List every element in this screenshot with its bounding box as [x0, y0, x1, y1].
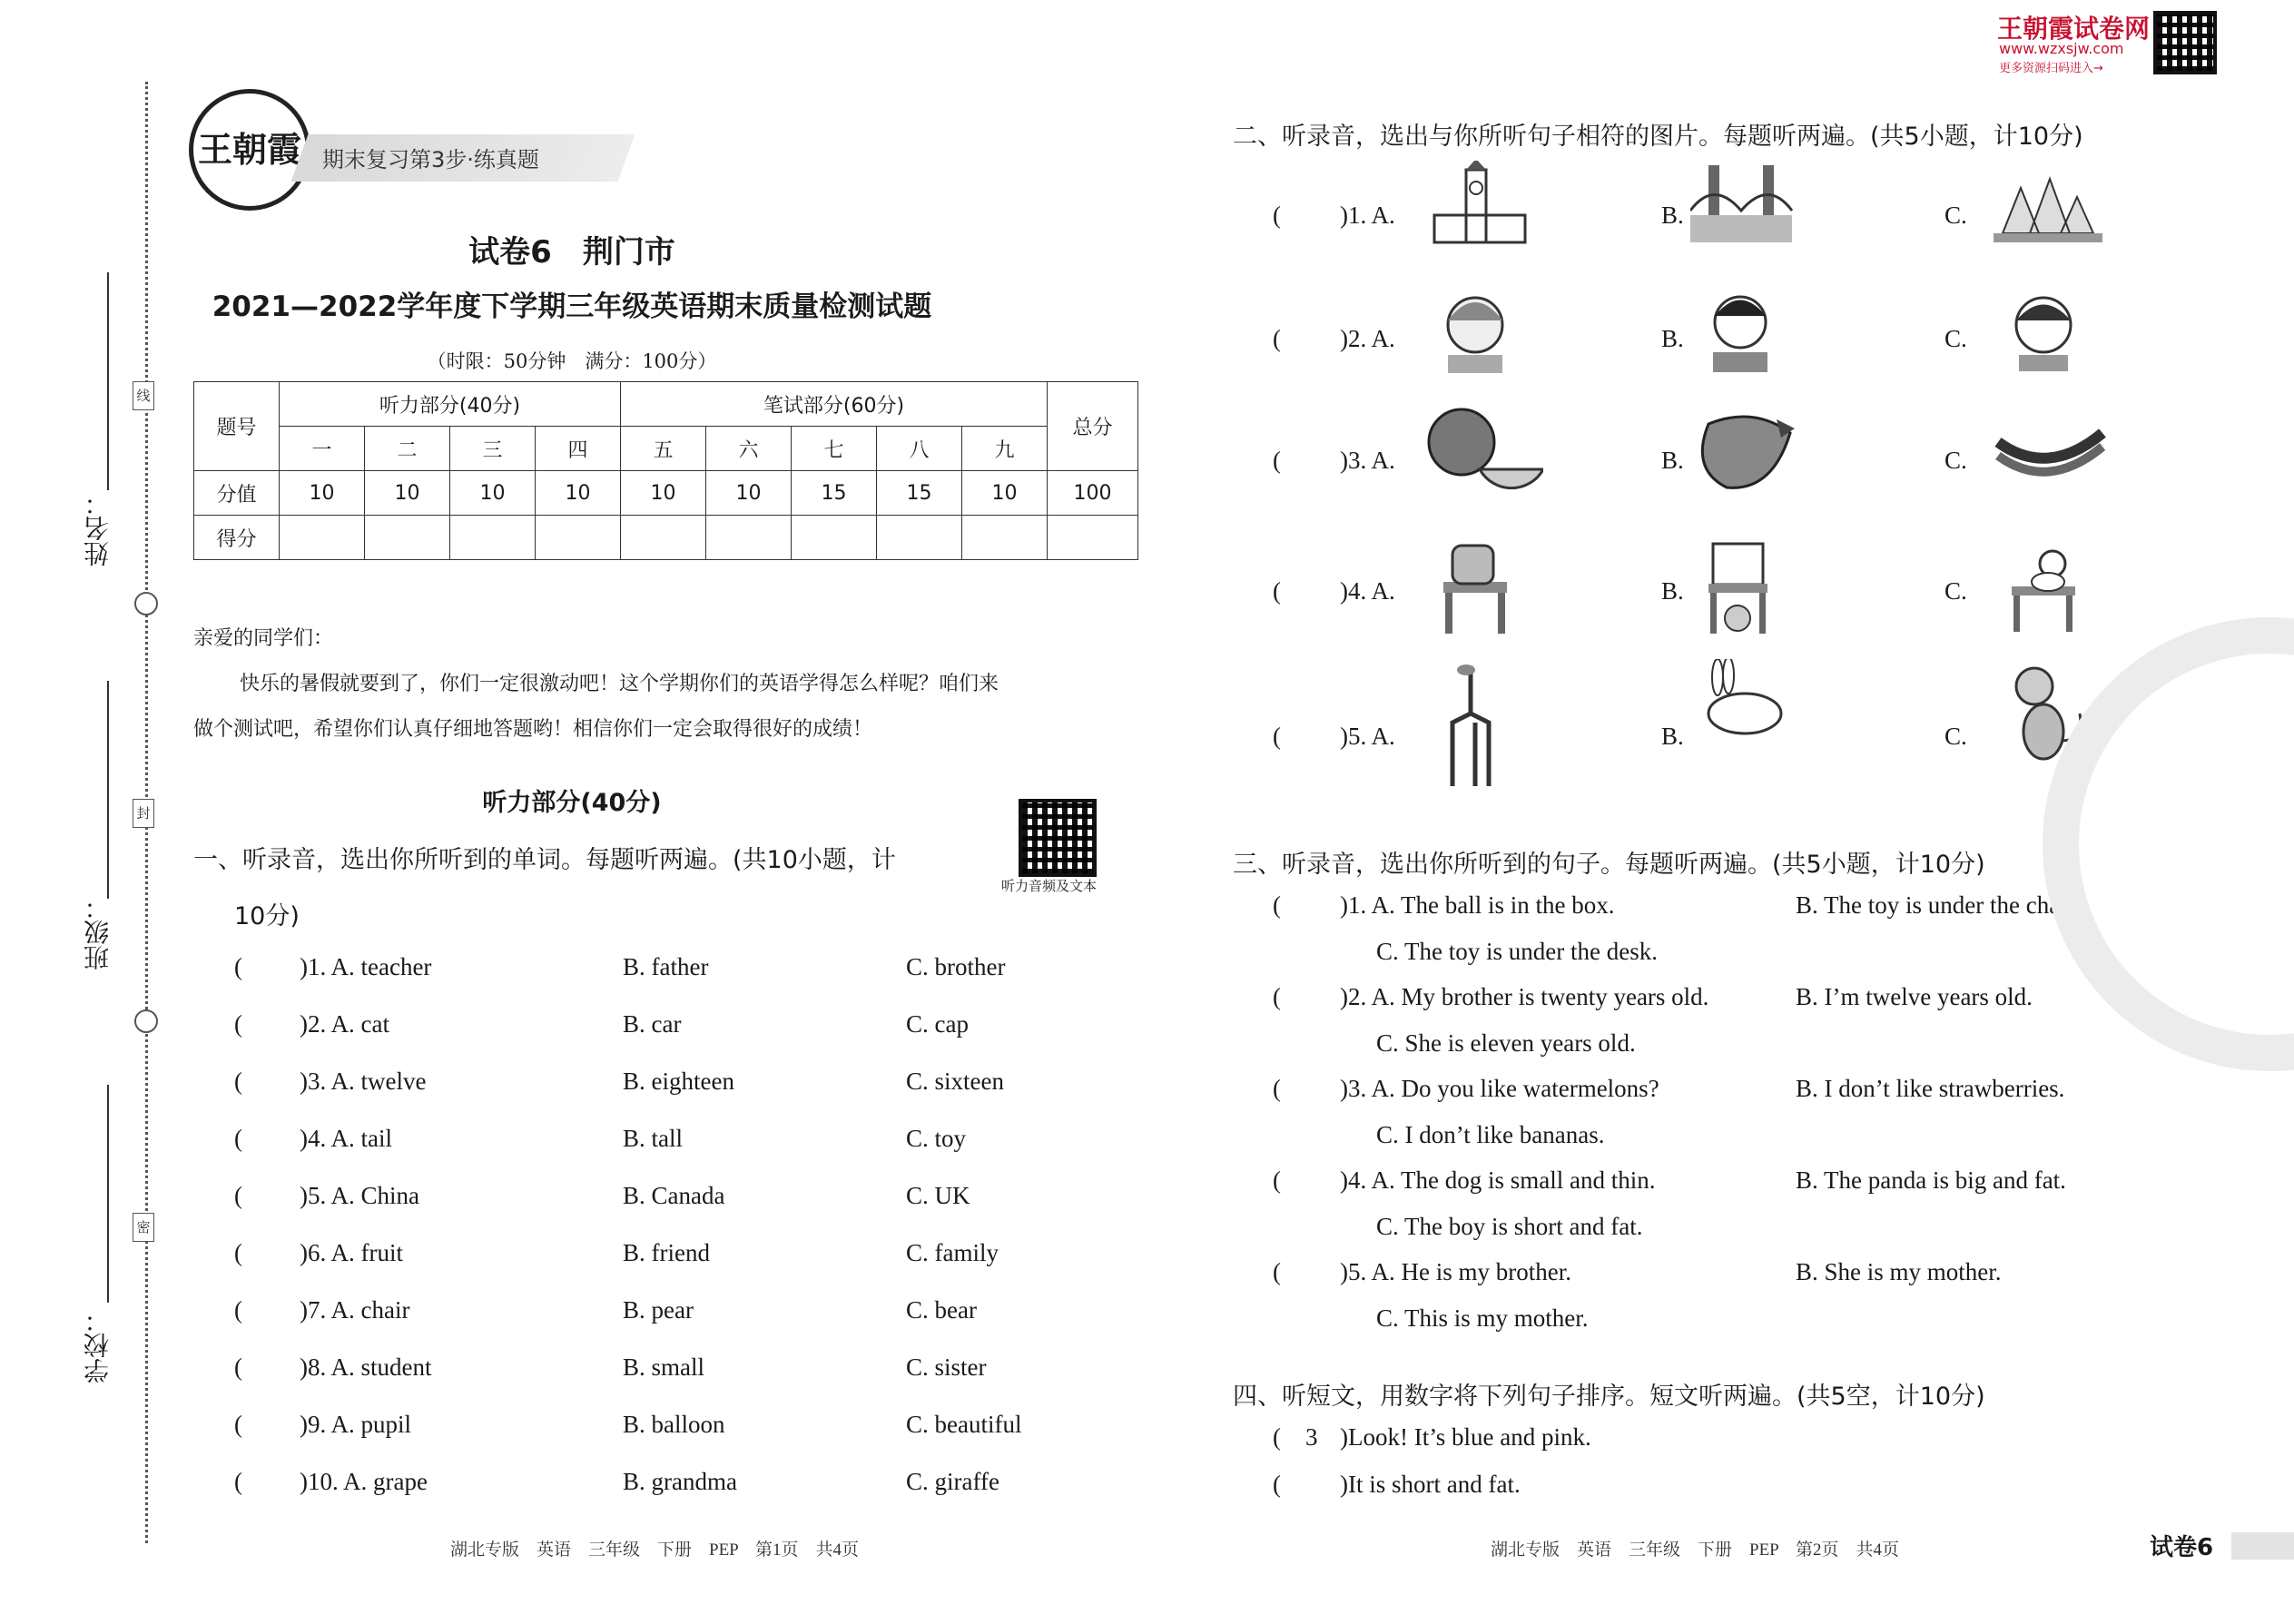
option-c: C. cap: [906, 1010, 969, 1038]
binding-bead: [134, 592, 158, 615]
greeting-salutation: 亲爱的同学们：: [193, 627, 334, 650]
binding-bead: [134, 1009, 158, 1033]
watermelon-icon[interactable]: [1425, 406, 1543, 510]
answer-paren-open[interactable]: (: [234, 1182, 242, 1209]
table-value-label: 分值: [194, 471, 280, 516]
option-a: )3. A. twelve: [300, 1068, 427, 1095]
answer-paren-open[interactable]: (: [1273, 1075, 1281, 1102]
option-a: )10. A. grape: [300, 1468, 428, 1495]
table-cell: 10: [280, 471, 365, 516]
answer-paren-open[interactable]: (: [1273, 891, 1281, 919]
part2-title: 二、听录音，选出与你所听句子相符的图片。每题听两遍。(共5小题，计10分): [1233, 123, 2083, 151]
answer-paren-open[interactable]: (: [234, 1296, 242, 1324]
binding-tag-mi: 密: [133, 1213, 154, 1242]
page-tag: 试卷6: [2150, 1534, 2214, 1561]
answer-paren-open[interactable]: (: [234, 1125, 242, 1152]
brand-subtitle: 更多资源扫码进入→: [1999, 62, 2103, 75]
part1-title: 一、听录音，选出你所听到的单词。每题听两遍。(共10小题，计: [193, 846, 896, 874]
score-input-cell[interactable]: [450, 516, 536, 560]
answer-value[interactable]: 3: [1305, 1423, 1318, 1451]
footer-left: 湖北专版 英语 三年级 下册 PEP 第1页 共4页: [450, 1540, 860, 1560]
qr-caption: 听力音频及文本: [1001, 878, 1098, 894]
review-step-banner: 期末复习第3步·练真题: [322, 147, 539, 172]
brand-name: 王朝霞试卷网: [1997, 14, 2151, 44]
answer-paren-open[interactable]: (: [1273, 983, 1281, 1010]
part3-title: 三、听录音，选出你所听到的句子。每题听两遍。(共5小题，计10分): [1233, 851, 1985, 879]
option-c: C. brother: [906, 953, 1006, 980]
option-c: C. giraffe: [906, 1468, 999, 1495]
score-input-cell[interactable]: [792, 516, 877, 560]
strawberry-icon[interactable]: [1690, 406, 1808, 510]
option-c: C. The boy is short and fat.: [1376, 1213, 1643, 1240]
answer-paren-open[interactable]: (: [234, 1353, 242, 1381]
option-a: )7. A. chair: [300, 1296, 410, 1324]
option-a-label: )3. A.: [1340, 447, 1395, 474]
table-header-listening: 听力部分(40分): [280, 382, 621, 427]
school-underline: [107, 1085, 109, 1303]
name-label: 姓名：: [83, 490, 113, 566]
rabbit-icon[interactable]: [1690, 659, 1808, 795]
option-c-label: C.: [1944, 577, 1967, 605]
man-icon[interactable]: [1690, 284, 1808, 389]
option-a: )6. A. fruit: [300, 1239, 403, 1266]
table-header-total: 总分: [1048, 382, 1138, 471]
option-b: B. I’m twelve years old.: [1796, 983, 2033, 1010]
table-header-writing: 笔试部分(60分): [621, 382, 1048, 427]
old-man-icon[interactable]: [1425, 284, 1543, 389]
giraffe-icon[interactable]: [1425, 659, 1543, 795]
answer-paren-open[interactable]: (: [234, 1468, 242, 1495]
option-b: B. balloon: [623, 1411, 725, 1438]
answer-paren-open[interactable]: (: [1273, 1471, 1281, 1498]
option-c-label: C.: [1944, 325, 1967, 352]
table-col: 五: [621, 427, 706, 471]
table-cell: 10: [962, 471, 1048, 516]
score-table: [193, 381, 1138, 560]
option-b: B. grandma: [623, 1468, 737, 1495]
exam-title: 试卷6 荆门市: [468, 234, 675, 271]
qr-code-icon[interactable]: [1019, 799, 1097, 877]
option-b: B. friend: [623, 1239, 710, 1266]
table-score-label: 得分: [194, 516, 280, 560]
option-c: C. I don’t like bananas.: [1376, 1121, 1605, 1148]
brand-qr-icon[interactable]: [2153, 11, 2217, 74]
table-cell: 100: [1048, 471, 1138, 516]
part4-sentence: )It is short and fat.: [1340, 1471, 1521, 1498]
option-c: C. sister: [906, 1353, 987, 1381]
bridge-icon[interactable]: [1690, 161, 1808, 265]
option-b-label: B.: [1661, 723, 1684, 750]
answer-paren-open[interactable]: (: [1273, 447, 1281, 474]
score-input-cell[interactable]: [536, 516, 621, 560]
brand-url: www.wzxsjw.com: [1999, 40, 2124, 57]
option-b: B. She is my mother.: [1796, 1258, 2002, 1285]
part4-title: 四、听短文，用数字将下列句子排序。短文听两遍。(共5空，计10分): [1233, 1383, 1985, 1411]
answer-paren-open[interactable]: (: [1273, 577, 1281, 605]
table-cell: 10: [706, 471, 792, 516]
option-c-label: C.: [1944, 447, 1967, 474]
table-cell: 10: [365, 471, 450, 516]
table-col: 二: [365, 427, 450, 471]
score-input-cell[interactable]: [1048, 516, 1138, 560]
score-input-cell[interactable]: [962, 516, 1048, 560]
option-c: C. The toy is under the desk.: [1376, 938, 1658, 965]
option-a: )9. A. pupil: [300, 1411, 412, 1438]
part1-title-cont: 10分): [234, 902, 300, 930]
boy-icon[interactable]: [1994, 284, 2112, 389]
option-b: B. car: [623, 1010, 682, 1038]
answer-paren-open[interactable]: (: [1273, 723, 1281, 750]
greeting-line-2: 做个测试吧，希望你们认真仔细地答题哟！相信你们一定会取得很好的成绩！: [193, 718, 873, 741]
option-c: C. family: [906, 1239, 999, 1266]
option-a: )4. A. tail: [300, 1125, 392, 1152]
school-label: 学校：: [83, 1307, 113, 1383]
binding-tag-xian: 线: [133, 381, 154, 410]
table-col: 七: [792, 427, 877, 471]
answer-paren-open[interactable]: (: [1273, 202, 1281, 229]
footer-right: 湖北专版 英语 三年级 下册 PEP 第2页 共4页: [1491, 1540, 1900, 1560]
score-input-cell[interactable]: [365, 516, 450, 560]
table-col: 一: [280, 427, 365, 471]
table-col: 六: [706, 427, 792, 471]
greeting-line-1: 快乐的暑假就要到了，你们一定很激动吧！这个学期你们的英语学得怎么样呢？咱们来: [240, 673, 999, 695]
answer-paren-open[interactable]: (: [234, 1239, 242, 1266]
table-header-no: 题号: [194, 382, 280, 471]
option-b: B. pear: [623, 1296, 694, 1324]
option-a: )4. A. The dog is small and thin.: [1340, 1166, 1656, 1194]
opera-house-icon[interactable]: [1994, 161, 2112, 265]
option-c: C. toy: [906, 1125, 967, 1152]
table-cell: 10: [621, 471, 706, 516]
option-a-label: )5. A.: [1340, 723, 1395, 750]
banana-icon[interactable]: [1994, 406, 2112, 510]
option-a: )1. A. teacher: [300, 953, 432, 980]
answer-paren-open[interactable]: (: [234, 1068, 242, 1095]
table-cell: 10: [450, 471, 536, 516]
option-a-label: )2. A.: [1340, 325, 1395, 352]
option-c: C. beautiful: [906, 1411, 1022, 1438]
table-cell: 10: [536, 471, 621, 516]
answer-paren-open[interactable]: (: [234, 1010, 242, 1038]
answer-paren-open[interactable]: (: [1273, 325, 1281, 352]
option-b-label: B.: [1661, 447, 1684, 474]
option-a: )1. A. The ball is in the box.: [1340, 891, 1615, 919]
cat-on-chair-icon[interactable]: [1994, 536, 2112, 641]
option-a: )2. A. My brother is twenty years old.: [1340, 983, 1709, 1010]
option-c: C. This is my mother.: [1376, 1304, 1589, 1332]
option-b-label: B.: [1661, 325, 1684, 352]
big-ben-icon[interactable]: [1425, 161, 1543, 265]
publisher-logo: 王朝霞: [189, 89, 310, 211]
page-tag-bar: [2231, 1532, 2294, 1560]
table-cell: 15: [877, 471, 962, 516]
ball-under-chair-icon[interactable]: [1690, 536, 1808, 641]
score-input-cell[interactable]: [706, 516, 792, 560]
table-col: 八: [877, 427, 962, 471]
class-label: 班级：: [83, 894, 113, 970]
option-a: )8. A. student: [300, 1353, 432, 1381]
table-col: 三: [450, 427, 536, 471]
option-a-label: )4. A.: [1340, 577, 1395, 605]
score-input-cell[interactable]: [621, 516, 706, 560]
option-a-label: )1. A.: [1340, 202, 1395, 229]
option-a: )2. A. cat: [300, 1010, 389, 1038]
option-c: C. bear: [906, 1296, 977, 1324]
option-b: B. I don’t like strawberries.: [1796, 1075, 2065, 1102]
option-b: B. father: [623, 953, 709, 980]
option-c-label: C.: [1944, 723, 1967, 750]
score-input-cell[interactable]: [280, 516, 365, 560]
option-b: B. The toy is under the chair.: [1796, 891, 2080, 919]
part4-sentence: )Look! It’s blue and pink.: [1340, 1423, 1591, 1451]
option-a: )3. A. Do you like watermelons?: [1340, 1075, 1659, 1102]
score-input-cell[interactable]: [877, 516, 962, 560]
time-limit: （时限：50分钟 满分：100分）: [427, 350, 717, 372]
option-b: B. tall: [623, 1125, 683, 1152]
answer-paren-open[interactable]: (: [234, 1411, 242, 1438]
table-col: 四: [536, 427, 621, 471]
answer-paren-open[interactable]: (: [1273, 1423, 1281, 1451]
option-a: )5. A. He is my brother.: [1340, 1258, 1571, 1285]
answer-paren-open[interactable]: (: [234, 953, 242, 980]
exam-subtitle: 2021—2022学年度下学期三年级英语期末质量检测试题: [212, 290, 932, 323]
option-b-label: B.: [1661, 202, 1684, 229]
option-c: C. She is eleven years old.: [1376, 1029, 1636, 1057]
option-b-label: B.: [1661, 577, 1684, 605]
binding-tag-feng: 封: [133, 799, 154, 828]
option-b: B. small: [623, 1353, 705, 1381]
option-c: C. UK: [906, 1182, 970, 1209]
answer-paren-open[interactable]: (: [1273, 1258, 1281, 1285]
option-c: C. sixteen: [906, 1068, 1004, 1095]
option-b: B. The panda is big and fat.: [1796, 1166, 2066, 1194]
bag-on-chair-icon[interactable]: [1425, 536, 1543, 641]
table-col: 九: [962, 427, 1048, 471]
listening-section-title: 听力部分(40分): [482, 789, 662, 817]
answer-paren-open[interactable]: (: [1273, 1166, 1281, 1194]
option-a: )5. A. China: [300, 1182, 419, 1209]
option-b: B. eighteen: [623, 1068, 734, 1095]
option-c-label: C.: [1944, 202, 1967, 229]
option-b: B. Canada: [623, 1182, 725, 1209]
table-cell: 15: [792, 471, 877, 516]
